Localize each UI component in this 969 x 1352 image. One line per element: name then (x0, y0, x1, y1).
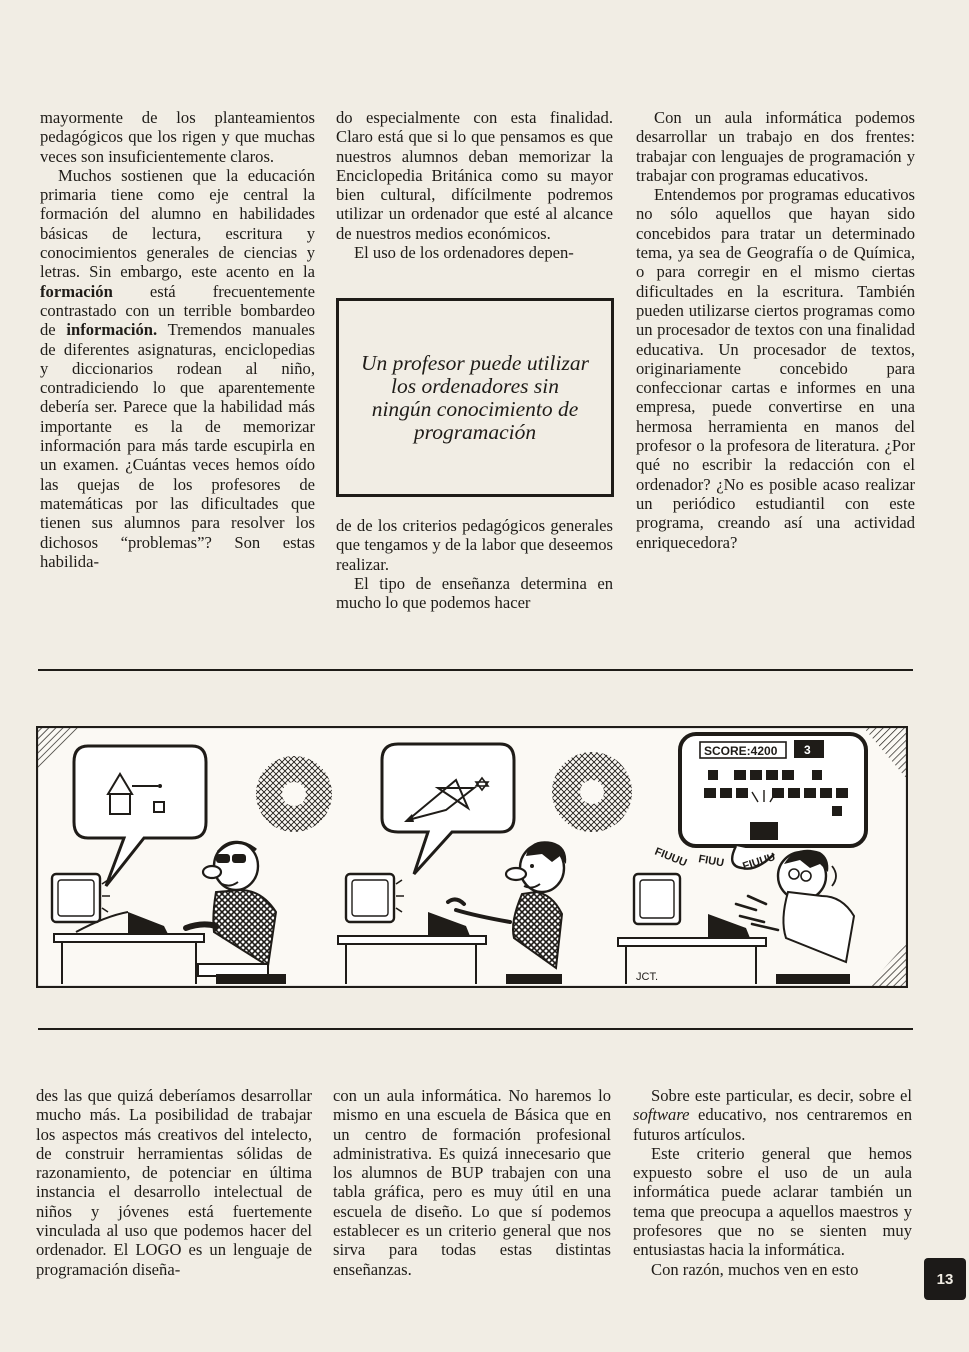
artist-signature: JCT. (636, 971, 658, 983)
horizontal-rule (38, 1028, 913, 1030)
sound-effect-text: FIUUU (652, 845, 689, 870)
paragraph: de de los criterios pedagógicos generales que tengamos y de la labor que deseemos realizar. (336, 516, 613, 574)
article-column-5 (333, 1086, 611, 1279)
paragraph: Este criterio general que hemos expuesto sobre el uso de un aula informática puede aclarar también un tema que preocupa a aquellos maestros y profesores que no se sienten muy entusiastas hacia la informática. (633, 1143, 912, 1260)
sound-effect-text: FIUU (697, 853, 725, 870)
article-column-4 (36, 1086, 312, 1279)
paragraph: do especialmente con esta finalidad. Claro está que si lo que pensamos es que nuestros alumnos deban memorizar la Enciclopedia Británica como su mayor bien cultural, difícilmente podremos utilizar un ordenador que esté al alcance de nuestros medios económicos. (336, 108, 613, 243)
italic-term: software (633, 1105, 690, 1125)
paragraph: mayormente de los planteamientos pedagógicos que los rigen y que muchas veces son insuficientemente claros. (40, 108, 315, 166)
paragraph: Sobre este particular, es decir, sobre el software educativo, nos centraremos en futuros artículos. (633, 1086, 912, 1144)
paragraph: des las que quizá deberíamos desarrollar mucho más. La posibilidad de trabajar los aspectos más creativos del intelecto, de construir herramientas sólidas de razonamiento, de potenciar en última instancia el desarrollo intelectual de niños y jóvenes está fuertemente vinculada al uso que podemos hacer del ordenador. El LOGO es un lenguaje de programación diseña- (36, 1086, 312, 1279)
pull-quote-box (336, 298, 614, 497)
sound-effect-text: FIUUU (741, 851, 777, 873)
paragraph: Con un aula informática podemos desarrollar un trabajo en dos frentes: trabajar con lenguajes de programación y trabajar con programas educativos. (636, 108, 915, 185)
lives-label: 3 (804, 743, 811, 757)
paragraph: Entendemos por programas educativos no sólo aquellos que hayan sido concebidos para tratar un determinado tema, ya sea de Geografía o de Química, o para corregir en el mismo ciertas dificultades en la escritura. También pueden utilizarse ciertos programas como un procesador de textos con una finalidad educativa. Un procesador de textos, originariamente concebido para confeccionar cartas e informes en una empresa, puede convertirse en una hermosa herramienta en manos del profesor o la profesora de literatura. ¿Por qué no escribir la redacción con el ordenador? ¿No es posible acaso realizar un periódico estudiantil con este programa, creando así una actividad enriquecedora? (636, 185, 915, 552)
article-column-1 (40, 108, 315, 571)
horizontal-rule (38, 669, 913, 671)
article-column-3 (636, 108, 915, 552)
article-column-6 (633, 1086, 912, 1279)
comic-strip (36, 726, 908, 988)
article-column-2-top (336, 108, 613, 262)
paragraph: El tipo de enseñanza determina en mucho lo que podemos hacer (336, 573, 613, 613)
bold-term: información. (66, 320, 158, 340)
page-number-tab: 13 (924, 1258, 966, 1300)
pull-quote: Un profesor puede utilizar los ordenadores sin ningún conocimiento de programación (361, 350, 589, 444)
paragraph: Con razón, muchos ven en esto (651, 1259, 859, 1279)
bold-term: formación (40, 281, 113, 301)
paragraph: con un aula informática. No haremos lo mismo en una escuela de Básica que en un centro de formación profesional administrativa. Es quizá innecesario que los alumnos de BUP trabajen con una tabla gráfica, pero es muy útil en una escuela de diseño. Lo que sí podemos establecer es un criterio general que nos sirva para todas estas distintas enseñanzas. (333, 1086, 611, 1279)
score-label: SCORE:4200 (704, 744, 778, 758)
article-column-2-bottom (336, 516, 613, 612)
paragraph: El uso de los ordenadores depen- (354, 243, 574, 263)
paragraph: Muchos sostienen que la educación primaria tiene como eje central la formación del alumno en habilidades básicas de lectura, escritura y conocimientos generales de ciencias y letras. Sin embargo, este acento en la formación está frecuentemente contrastado con un terrible bombardeo de información. Tremendos manuales de diferentes asignaturas, enciclopedias y diccionarios rodean al niño, contradiciendo lo que aparentemente debería ser. Parece que la habilidad más importante es la de memorizar información para más tarde escupirla en un examen. ¿Cuántas veces hemos oído las quejas de los profesores de matemáticas por las dificultades que tienen sus alumnos para resolver los dichosos “problemas”? Son estas habilida- (40, 165, 316, 571)
